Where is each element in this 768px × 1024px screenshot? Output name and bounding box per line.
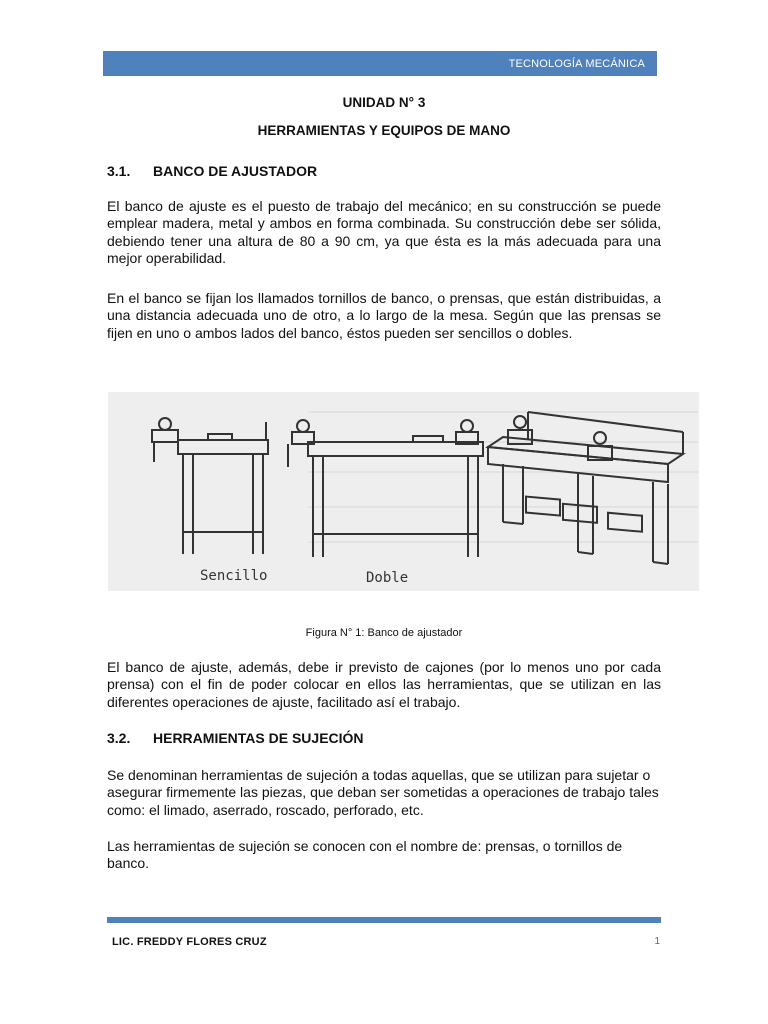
figure-caption: Figura N° 1: Banco de ajustador (305, 627, 463, 639)
unit-title: UNIDAD N° 3 (342, 95, 426, 110)
chapter-title: HERRAMIENTAS Y EQUIPOS DE MANO (257, 123, 511, 138)
footer-author: LIC. FREDDY FLORES CRUZ (112, 936, 267, 948)
section-title: BANCO DE AJUSTADOR (153, 163, 318, 179)
workbench-illustration (108, 392, 699, 591)
label-single: Sencillo (200, 568, 268, 584)
header-bar (103, 51, 657, 76)
section-number: 3.1. (107, 163, 131, 179)
section-heading-3-2 (107, 730, 364, 746)
paragraph: En el banco se fijan los llamados tornillos de banco, o prensas, que están distribuidas, a una distancia adecuada uno de otro, a lo largo de la mesa. Según que las prensas se fijen en uno o ambos lados del banco, éstos pueden ser sencillos o dobles. (107, 290, 661, 341)
footer-bar (107, 917, 661, 923)
bench-double (288, 420, 483, 557)
header-title: TECNOLOGÍA MECÁNICA (508, 57, 645, 70)
section-heading-3-1 (107, 163, 317, 179)
paragraph: Se denominan herramientas de sujeción a todas aquellas, que se utilizan para sujetar o asegurar firmemente las piezas, que deban ser sometidas a operaciones de trabajo tales como: el limado, aserrado, roscado, perforado, etc. (107, 767, 659, 818)
label-double: Doble (366, 570, 409, 586)
figure-workbench (108, 392, 699, 591)
bench-single (152, 418, 268, 554)
paragraph: El banco de ajuste es el puesto de trabajo del mecánico; en su construcción se puede emplear madera, metal y ambos en forma combinada. Su construcción debe ser sólida, debiendo tener una altura de 80 a 90 cm, ya que ésta es la más adecuada para una mejor operabilidad. (107, 198, 661, 266)
section-number: 3.2. (107, 730, 131, 746)
bench-perspective (488, 412, 683, 564)
paragraph: El banco de ajuste, además, debe ir previsto de cajones (por lo menos uno por cada prensa) con el fin de poder colocar en ellos las herramientas, que se utilizan en las diferentes operaciones de ajuste, facilitado así el trabajo. (107, 659, 661, 710)
page-number: 1 (654, 936, 660, 947)
paragraph: Las herramientas de sujeción se conocen con el nombre de: prensas, o tornillos de banco. (107, 838, 623, 872)
section-title: HERRAMIENTAS DE SUJECIÓN (153, 730, 364, 746)
